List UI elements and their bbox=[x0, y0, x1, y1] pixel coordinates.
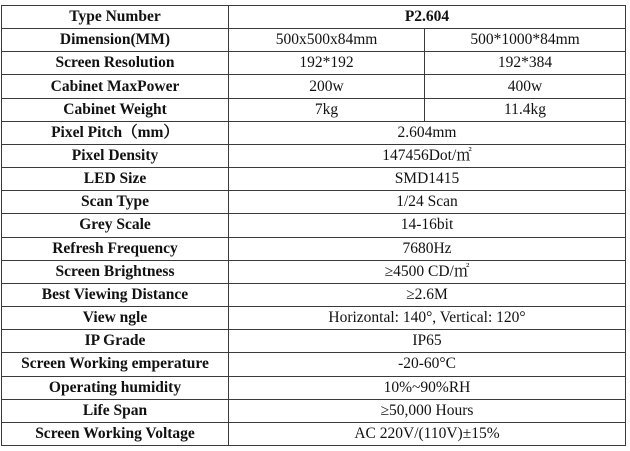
table-row-cabinet-weight bbox=[2, 98, 626, 121]
row-label: Screen Working Voltage bbox=[2, 422, 229, 445]
table-row-refresh-frequency bbox=[2, 237, 626, 260]
row-label: Grey Scale bbox=[2, 214, 229, 237]
row-label: Operating humidity bbox=[2, 376, 229, 399]
row-value-b: 11.4kg bbox=[425, 98, 626, 121]
table-row-grey-scale bbox=[2, 214, 626, 237]
row-label: LED Size bbox=[2, 168, 229, 191]
table-row-ip-grade bbox=[2, 330, 626, 353]
row-value: -20-60°C bbox=[229, 353, 626, 376]
row-label: Pixel Pitch（mm） bbox=[2, 121, 229, 144]
row-value-a: 200w bbox=[229, 75, 425, 98]
row-label: Cabinet MaxPower bbox=[2, 75, 229, 98]
row-label: Scan Type bbox=[2, 191, 229, 214]
row-value-a: 500x500x84mm bbox=[229, 29, 425, 52]
table-row-life-span bbox=[2, 399, 626, 422]
table-row-view-angle bbox=[2, 307, 626, 330]
row-label: Cabinet Weight bbox=[2, 98, 229, 121]
row-value: 2.604mm bbox=[229, 121, 626, 144]
table-row-pixel-pitch bbox=[2, 121, 626, 144]
row-value: ≥4500 CD/㎡ bbox=[229, 260, 626, 283]
row-value: 1/24 Scan bbox=[229, 191, 626, 214]
row-label: View ngle bbox=[2, 307, 229, 330]
row-value: SMD1415 bbox=[229, 168, 626, 191]
row-value: 7680Hz bbox=[229, 237, 626, 260]
row-label: Type Number bbox=[2, 6, 229, 29]
table-row-dimension bbox=[2, 29, 626, 52]
table-row-operating-humidity bbox=[2, 376, 626, 399]
table-row-working-temperature bbox=[2, 353, 626, 376]
row-label: Best Viewing Distance bbox=[2, 283, 229, 306]
row-label: Screen Resolution bbox=[2, 52, 229, 75]
row-value-b: 400w bbox=[425, 75, 626, 98]
table-row-best-viewing-distance bbox=[2, 283, 626, 306]
row-label: Screen Brightness bbox=[2, 260, 229, 283]
table-row-cabinet-maxpower bbox=[2, 75, 626, 98]
row-value-b: 500*1000*84mm bbox=[425, 29, 626, 52]
row-value: 10%~90%RH bbox=[229, 376, 626, 399]
row-value: IP65 bbox=[229, 330, 626, 353]
row-value-a: 192*192 bbox=[229, 52, 425, 75]
row-value: AC 220V/(110V)±15% bbox=[229, 422, 626, 445]
row-value-b: 192*384 bbox=[425, 52, 626, 75]
spec-table bbox=[1, 5, 626, 446]
row-value: 147456Dot/㎡ bbox=[229, 144, 626, 167]
row-value: 14-16bit bbox=[229, 214, 626, 237]
table-row-led-size bbox=[2, 168, 626, 191]
row-value: P2.604 bbox=[229, 6, 626, 29]
row-value: ≥2.6M bbox=[229, 283, 626, 306]
row-label: Life Span bbox=[2, 399, 229, 422]
table-row-working-voltage bbox=[2, 422, 626, 445]
row-value: ≥50,000 Hours bbox=[229, 399, 626, 422]
row-label: IP Grade bbox=[2, 330, 229, 353]
table-row-type-number bbox=[2, 6, 626, 29]
row-label: Dimension(MM) bbox=[2, 29, 229, 52]
table-row-scan-type bbox=[2, 191, 626, 214]
row-value: Horizontal: 140°, Vertical: 120° bbox=[229, 307, 626, 330]
table-row-screen-brightness bbox=[2, 260, 626, 283]
table-row-pixel-density bbox=[2, 144, 626, 167]
row-label: Screen Working emperature bbox=[2, 353, 229, 376]
row-label: Pixel Density bbox=[2, 144, 229, 167]
row-value-a: 7kg bbox=[229, 98, 425, 121]
row-label: Refresh Frequency bbox=[2, 237, 229, 260]
table-row-screen-resolution bbox=[2, 52, 626, 75]
